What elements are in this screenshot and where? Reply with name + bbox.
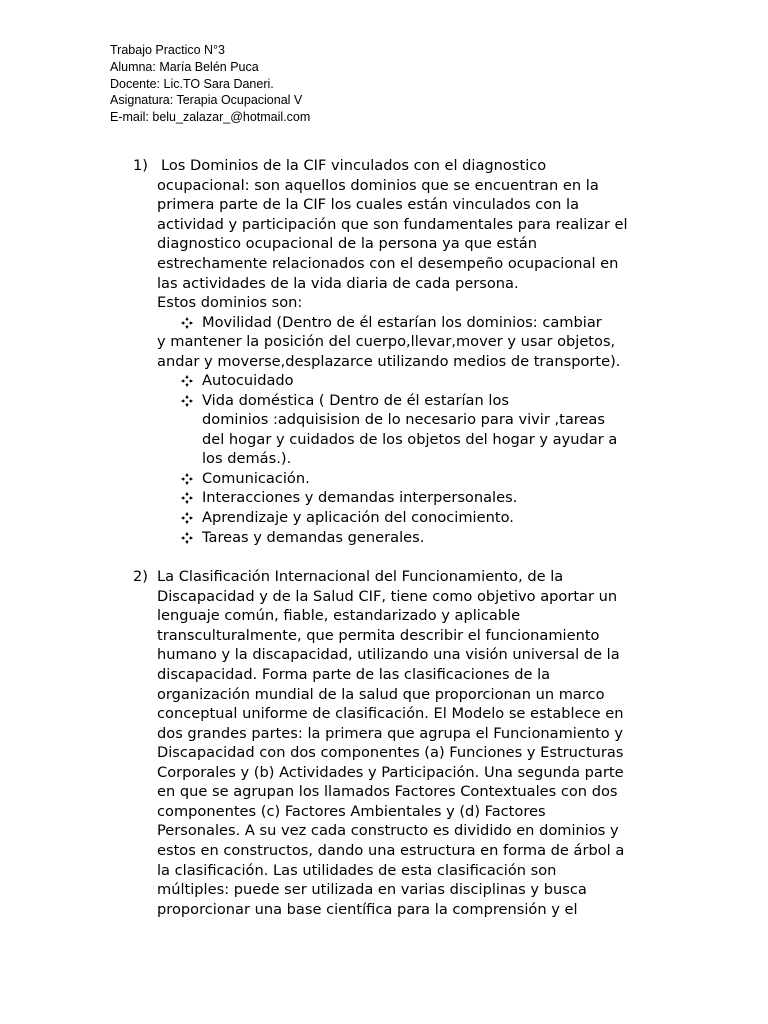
bullet-movilidad-line: andar y moverse,desplazarce utilizando medios de transporte). xyxy=(157,353,621,370)
section-2-line: múltiples: puede ser utilizada en varias disciplinas y busca xyxy=(157,881,587,898)
section-2-line: La Clasificación Internacional del Funcionamiento, de la xyxy=(157,568,564,585)
section-2-line: Discapacidad y de la Salud CIF, tiene como objetivo aportar un xyxy=(157,588,618,605)
header-title: Trabajo Practico N°3 xyxy=(110,43,225,57)
section-2-line: conceptual uniforme de clasificación. El Modelo se establece en xyxy=(157,705,624,722)
section-2-number: 2) xyxy=(133,568,148,585)
bullet-vida-domestica-line: Vida doméstica ( Dentro de él estarían los xyxy=(202,392,509,409)
bullet-tareas: Tareas y demandas generales. xyxy=(202,529,425,546)
diamond-bullet-icon xyxy=(181,375,193,387)
section-2-line: lenguaje común, fiable, estandarizado y aplicable xyxy=(157,607,521,624)
section-1-line: actividad y participación que son fundamentales para realizar el xyxy=(157,216,628,233)
diamond-bullet-icon xyxy=(181,317,193,329)
bullet-vida-domestica-line: dominios :adquisision de lo necesario para vivir ,tareas xyxy=(202,411,605,428)
section-2-line: componentes (c) Factores Ambientales y (d) Factores xyxy=(157,803,546,820)
section-2-line: transculturalmente, que permita describir el funcionamiento xyxy=(157,627,600,644)
section-2-line: en que se agrupan los llamados Factores Contextuales con dos xyxy=(157,783,618,800)
bullet-comunicacion: Comunicación. xyxy=(202,470,310,487)
section-1-line: estrechamente relacionados con el desempeño ocupacional en xyxy=(157,255,619,272)
section-2-line: estos en constructos, dando una estructura en forma de árbol a xyxy=(157,842,625,859)
section-2-line: humano y la discapacidad, utilizando una visión universal de la xyxy=(157,646,620,663)
section-1-line: Los Dominios de la CIF vinculados con el diagnostico xyxy=(161,157,547,174)
section-2-line: la clasificación. Las utilidades de esta clasificación son xyxy=(157,862,557,879)
bullet-vida-domestica-line: los demás.). xyxy=(202,450,292,467)
diamond-bullet-icon xyxy=(181,473,193,485)
header-email: E-mail: belu_zalazar_@hotmail.com xyxy=(110,110,311,125)
section-1-line: primera parte de la CIF los cuales están vinculados con la xyxy=(157,196,580,213)
bullet-vida-domestica-line: del hogar y cuidados de los objetos del hogar y ayudar a xyxy=(202,431,618,448)
bullet-aprendizaje: Aprendizaje y aplicación del conocimiento. xyxy=(202,509,514,526)
section-1-line: las actividades de la vida diaria de cada persona. xyxy=(157,275,519,292)
header-student: Alumna: María Belén Puca xyxy=(110,59,259,74)
section-2-line: organización mundial de la salud que proporcionan un marco xyxy=(157,686,605,703)
section-1-line: diagnostico ocupacional de la persona ya que están xyxy=(157,235,537,252)
section-2-line: Personales. A su vez cada constructo es dividido en dominios y xyxy=(157,822,619,839)
section-1-intro: Estos dominios son: xyxy=(157,294,303,311)
diamond-bullet-icon xyxy=(181,395,193,407)
section-2-line: Corporales y (b) Actividades y Participación. Una segunda parte xyxy=(157,764,624,781)
document-header xyxy=(110,42,310,126)
diamond-bullet-icon xyxy=(181,512,193,524)
bullet-autocuidado: Autocuidado xyxy=(202,372,294,389)
diamond-bullet-icon xyxy=(181,532,193,544)
bullet-movilidad-line: y mantener la posición del cuerpo,llevar,mover y usar objetos, xyxy=(157,333,616,350)
section-1-line: ocupacional: son aquellos dominios que se encuentran en la xyxy=(157,177,599,194)
header-teacher: Docente: Lic.TO Sara Daneri. xyxy=(110,76,274,91)
section-2-line: Discapacidad con dos componentes (a) Funciones y Estructuras xyxy=(157,744,624,761)
diamond-bullet-icon xyxy=(181,492,193,504)
section-2-line: proporcionar una base científica para la comprensión y el xyxy=(157,901,578,918)
section-1-number: 1) xyxy=(133,157,148,174)
bullet-movilidad-line: Movilidad (Dentro de él estarían los dominios: cambiar xyxy=(202,314,602,331)
header-subject: Asignatura: Terapia Ocupacional V xyxy=(110,93,303,108)
bullet-interacciones: Interacciones y demandas interpersonales. xyxy=(202,489,518,506)
section-2-line: discapacidad. Forma parte de las clasificaciones de la xyxy=(157,666,551,683)
section-2-line: dos grandes partes: la primera que agrupa el Funcionamiento y xyxy=(157,725,623,742)
